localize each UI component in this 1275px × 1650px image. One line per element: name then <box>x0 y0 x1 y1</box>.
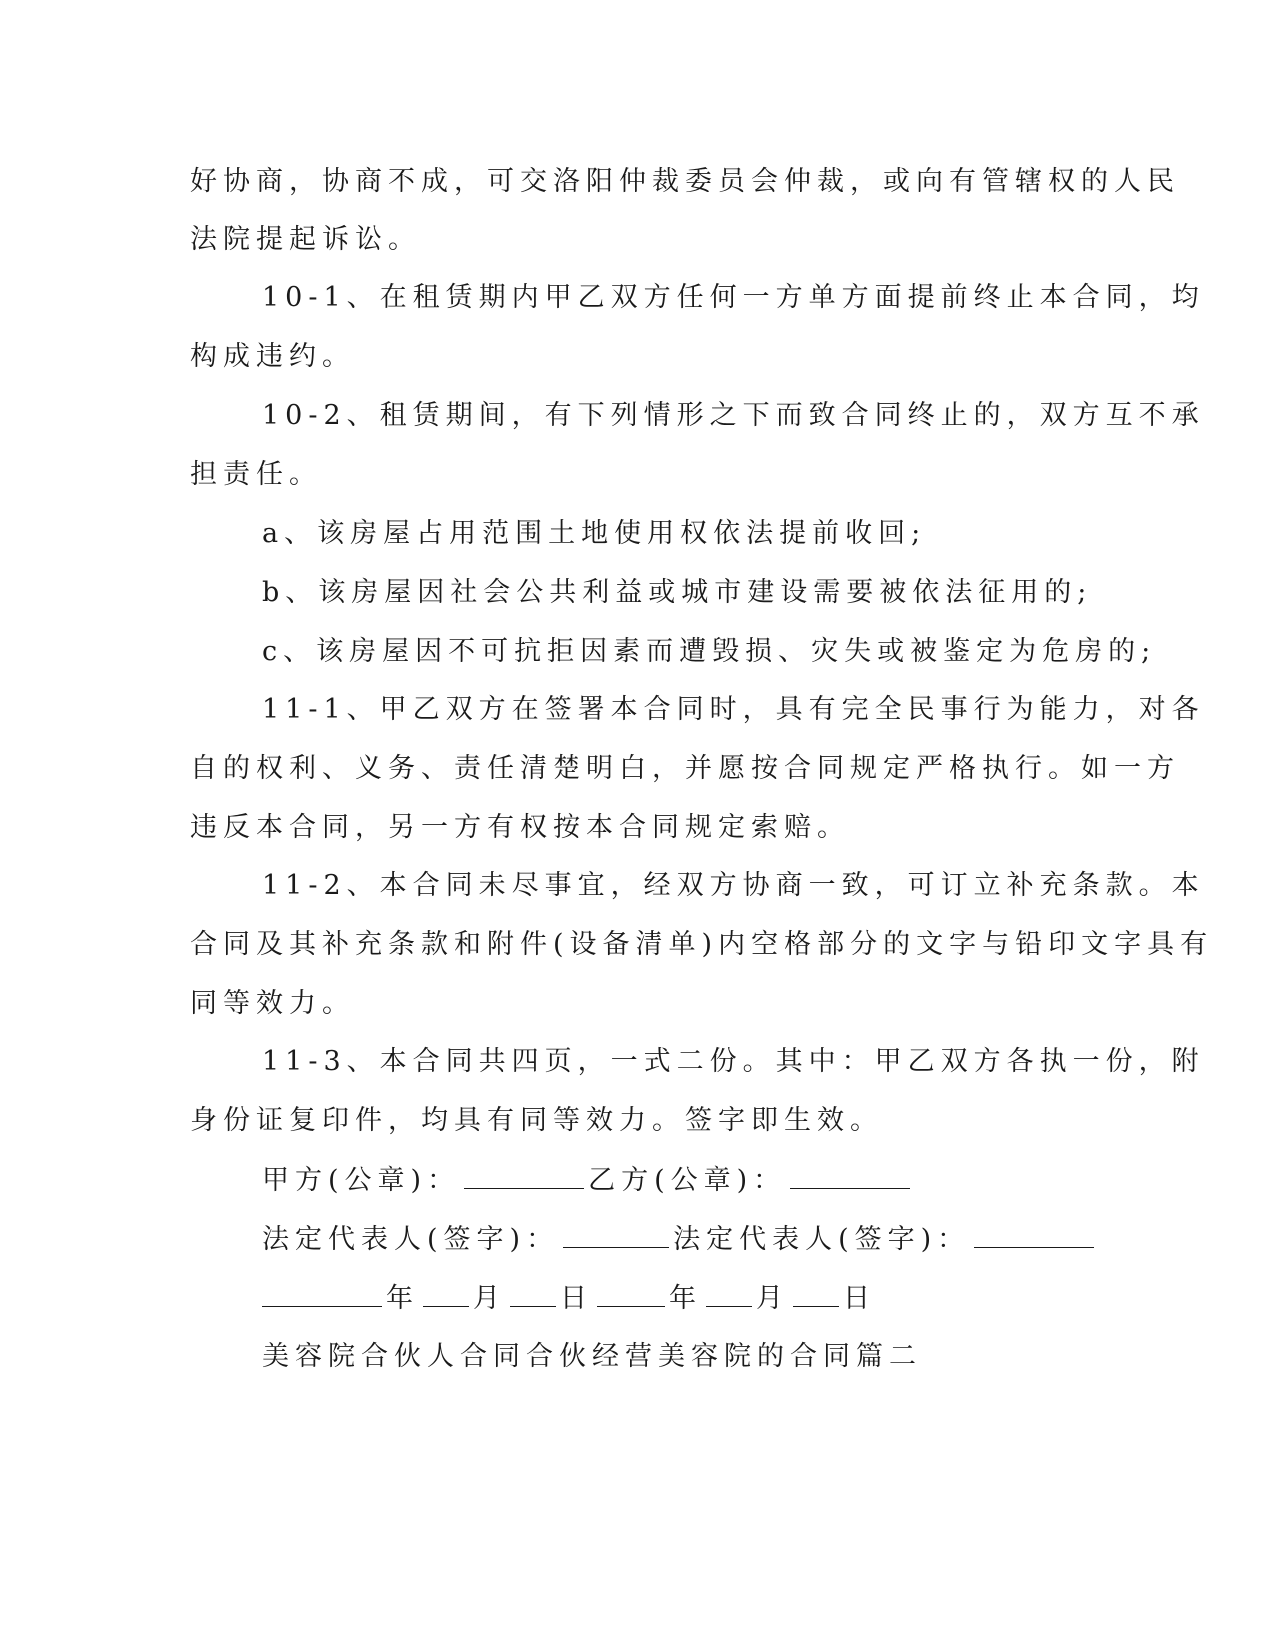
party-b-seal-label: 乙方(公章)： <box>588 1165 787 1196</box>
next-section-title: 美容院合伙人合同合伙经营美容院的合同篇二 <box>262 1341 922 1372</box>
seal-line <box>262 1160 914 1200</box>
paragraph-line: 法院提起诉讼。 <box>190 224 421 255</box>
list-item: c、该房屋因不可抗拒因素而遭毁损、灾失或被鉴定为危房的; <box>262 636 1157 667</box>
party-a-seal-label: 甲方(公章)： <box>262 1165 461 1196</box>
day-b-blank[interactable] <box>793 1278 839 1307</box>
paragraph-line: 11-3、本合同共四页，一式二份。其中：甲乙双方各执一份，附 <box>262 1046 1205 1077</box>
day-label: 日 <box>843 1283 876 1314</box>
year-label: 年 <box>669 1283 702 1314</box>
day-a-blank[interactable] <box>510 1278 556 1307</box>
paragraph-line: 好协商，协商不成，可交洛阳仲裁委员会仲裁，或向有管辖权的人民 <box>190 166 1180 197</box>
month-a-blank[interactable] <box>423 1278 469 1307</box>
month-label: 月 <box>756 1283 789 1314</box>
month-label: 月 <box>473 1283 506 1314</box>
paragraph-line: 10-2、租赁期间，有下列情形之下而致合同终止的，双方互不承 <box>262 400 1205 431</box>
party-a-seal-blank[interactable] <box>464 1160 584 1189</box>
rep-b-blank[interactable] <box>974 1219 1094 1248</box>
list-item: b、该房屋因社会公共利益或城市建设需要被依法征用的; <box>262 577 1093 608</box>
paragraph-line: 10-1、在租赁期内甲乙双方任何一方单方面提前终止本合同，均 <box>262 282 1205 313</box>
party-b-seal-blank[interactable] <box>790 1160 910 1189</box>
year-b-blank[interactable] <box>597 1278 665 1307</box>
paragraph-line: 构成违约。 <box>190 341 355 372</box>
day-label: 日 <box>560 1283 593 1314</box>
rep-a-label: 法定代表人(签字)： <box>262 1224 560 1255</box>
paragraph-line: 担责任。 <box>190 459 322 490</box>
year-a-blank[interactable] <box>262 1278 382 1307</box>
representative-line <box>262 1219 1098 1259</box>
date-line <box>262 1278 876 1318</box>
month-b-blank[interactable] <box>706 1278 752 1307</box>
paragraph-line: 同等效力。 <box>190 988 355 1019</box>
paragraph-line: 合同及其补充条款和附件(设备清单)内空格部分的文字与铅印文字具有 <box>190 929 1214 960</box>
paragraph-line: 违反本合同，另一方有权按本合同规定索赔。 <box>190 812 850 843</box>
year-label: 年 <box>386 1283 419 1314</box>
paragraph-line: 自的权利、义务、责任清楚明白，并愿按合同规定严格执行。如一方 <box>190 753 1180 784</box>
paragraph-line: 11-1、甲乙双方在签署本合同时，具有完全民事行为能力，对各 <box>262 694 1205 725</box>
rep-b-label: 法定代表人(签字)： <box>673 1224 971 1255</box>
list-item: a、该房屋占用范围土地使用权依法提前收回; <box>262 518 927 549</box>
paragraph-line: 身份证复印件，均具有同等效力。签字即生效。 <box>190 1105 883 1136</box>
paragraph-line: 11-2、本合同未尽事宜，经双方协商一致，可订立补充条款。本 <box>262 870 1205 901</box>
rep-a-blank[interactable] <box>563 1219 669 1248</box>
